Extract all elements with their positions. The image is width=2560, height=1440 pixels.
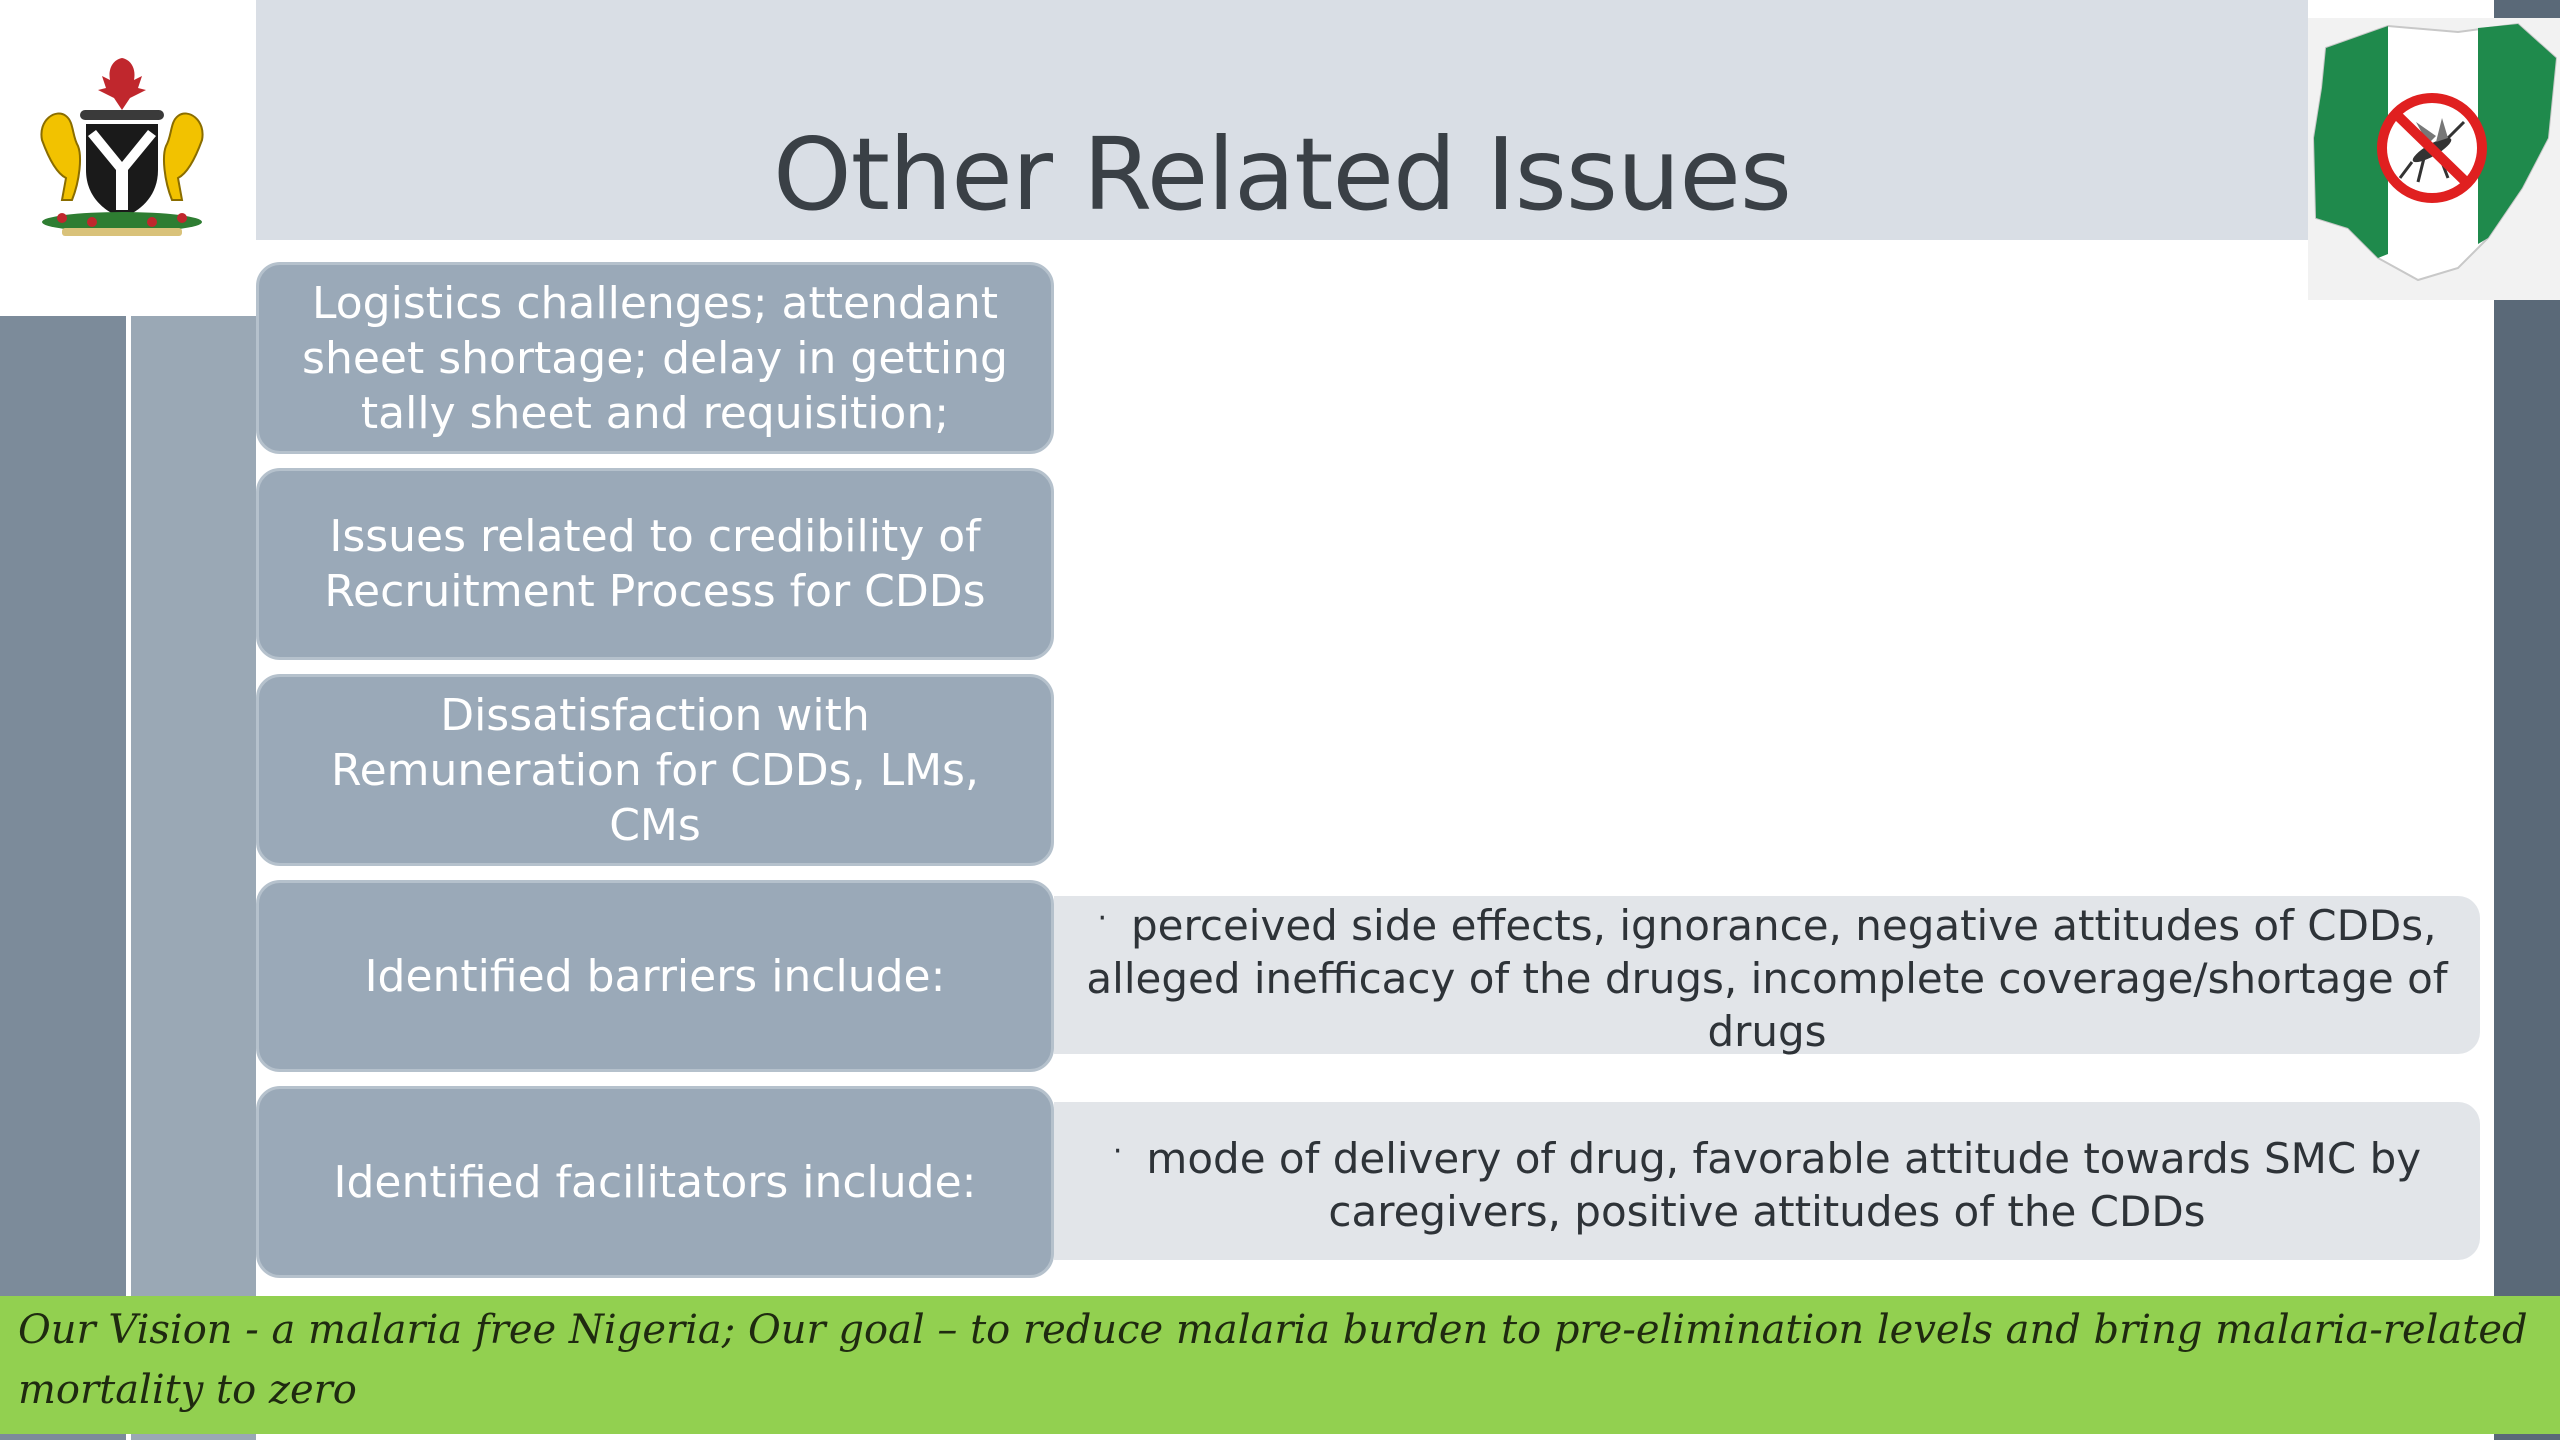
bullet-glyph: · <box>1097 901 1108 936</box>
bullet-glyph: · <box>1112 1133 1123 1169</box>
issue-box-recruitment <box>256 468 1054 660</box>
issue-label: Identified barriers include: <box>364 950 946 1002</box>
barriers-detail-text: perceived side effects, ignorance, negative attitudes of CDDs, alleged inefficacy of the drugs, incomplete coverage/shortage of drugs <box>1086 901 2448 1056</box>
issue-label: Logistics challenges; attendant sheet shortage; delay in getting tally sheet and requisition; <box>302 277 1008 439</box>
issue-box-facilitators <box>256 1086 1054 1278</box>
issue-label: Identified facilitators include: <box>333 1156 977 1208</box>
coat-of-arms-logo <box>0 0 256 316</box>
nigeria-map-no-mosquito-icon <box>2308 18 2560 300</box>
footer-vision-text: Our Vision - a malaria free Nigeria; Our goal – to reduce malaria burden to pre-elimination levels and bring malaria-related mortality to zero <box>18 1307 2528 1413</box>
barriers-detail <box>1054 896 2480 1054</box>
issue-box-remuneration <box>256 674 1054 866</box>
issue-box-logistics <box>256 262 1054 454</box>
facilitators-detail <box>1054 1102 2480 1260</box>
page-title: Other Related Issues <box>773 116 1791 233</box>
left-decor-inner-column <box>131 316 256 1440</box>
nigeria-coat-of-arms-icon <box>22 50 222 240</box>
map-logo <box>2308 18 2560 300</box>
issue-box-barriers <box>256 880 1054 1072</box>
left-decor-column <box>0 316 126 1440</box>
issue-label: Issues related to credibility of Recruitment Process for CDDs <box>324 511 986 617</box>
facilitators-detail-text: mode of delivery of drug, favorable attitude towards SMC by caregivers, positive attitudes of the CDDs <box>1146 1133 2422 1236</box>
issue-label: Dissatisfaction with Remuneration for CDDs, LMs, CMs <box>331 689 979 851</box>
